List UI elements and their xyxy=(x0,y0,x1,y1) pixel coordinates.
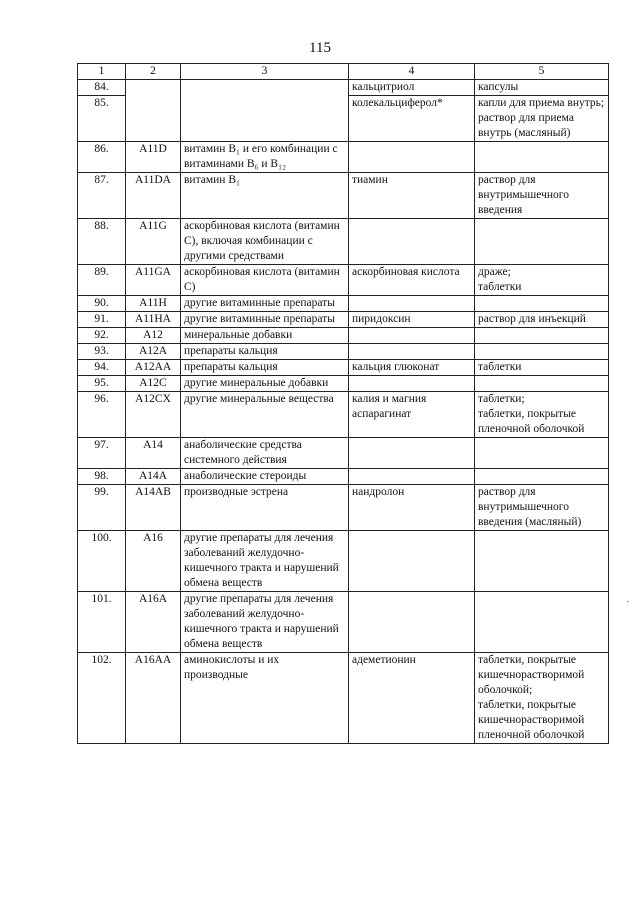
column-header: 2 xyxy=(126,64,181,80)
dosage-form xyxy=(475,376,609,392)
table-row xyxy=(78,328,609,344)
dosage-form: таблетки, покрытые кишечнорастворимой оболочкой; таблетки, покрытые кишечнорастворимой пленочной оболочкой xyxy=(475,653,609,744)
table-row xyxy=(78,592,609,653)
row-number: 97. xyxy=(78,438,126,469)
dosage-form xyxy=(475,328,609,344)
row-number: 89. xyxy=(78,265,126,296)
header-row xyxy=(78,64,609,80)
row-number: 88. xyxy=(78,219,126,265)
anatomical-group: другие минеральные вещества xyxy=(181,392,349,438)
table-row xyxy=(78,219,609,265)
dosage-form: раствор для внутримышечного введения xyxy=(475,173,609,219)
anatomical-group: другие препараты для лечения заболеваний желудочно-кишечного тракта и нарушений обмена веществ xyxy=(181,531,349,592)
table-row xyxy=(78,173,609,219)
row-number: 94. xyxy=(78,360,126,376)
row-number: 92. xyxy=(78,328,126,344)
row-number: 96. xyxy=(78,392,126,438)
dosage-form xyxy=(475,438,609,469)
atc-code: A12 xyxy=(126,328,181,344)
drug-name xyxy=(349,328,475,344)
table-row xyxy=(78,312,609,328)
row-number: 84. xyxy=(78,80,126,96)
anatomical-group: другие препараты для лечения заболеваний желудочно-кишечного тракта и нарушений обмена веществ xyxy=(181,592,349,653)
drug-name: нандролон xyxy=(349,485,475,531)
column-header: 1 xyxy=(78,64,126,80)
row-number: 87. xyxy=(78,173,126,219)
drug-name: пиридоксин xyxy=(349,312,475,328)
atc-code xyxy=(126,80,181,142)
row-number: 98. xyxy=(78,469,126,485)
anatomical-group: другие витаминные препараты xyxy=(181,312,349,328)
dosage-form xyxy=(475,296,609,312)
table-row xyxy=(78,296,609,312)
drug-name: кальцитриол xyxy=(349,80,475,96)
row-number: 95. xyxy=(78,376,126,392)
row-number: 99. xyxy=(78,485,126,531)
atc-code: A11GA xyxy=(126,265,181,296)
atc-code: A11H xyxy=(126,296,181,312)
atc-code: A12C xyxy=(126,376,181,392)
anatomical-group: витамин B₁ и его комбинации с витаминами B₆ и B₁₂ xyxy=(181,142,349,173)
table-row xyxy=(78,80,609,96)
anatomical-group: препараты кальция xyxy=(181,360,349,376)
atc-code: A12A xyxy=(126,344,181,360)
anatomical-group: другие витаминные препараты xyxy=(181,296,349,312)
anatomical-group: анаболические средства системного действия xyxy=(181,438,349,469)
drug-list-table xyxy=(77,63,609,744)
drug-name: кальция глюконат xyxy=(349,360,475,376)
dosage-form xyxy=(475,219,609,265)
drug-name xyxy=(349,592,475,653)
anatomical-group: аскорбиновая кислота (витамин С), включая комбинации с другими средствами xyxy=(181,219,349,265)
atc-code: A11G xyxy=(126,219,181,265)
atc-code: A14A xyxy=(126,469,181,485)
column-header: 4 xyxy=(349,64,475,80)
dosage-form: раствор для инъекций xyxy=(475,312,609,328)
drug-name: адеметионин xyxy=(349,653,475,744)
atc-code: A11DA xyxy=(126,173,181,219)
drug-name xyxy=(349,296,475,312)
dosage-form: таблетки; таблетки, покрытые пленочной оболочкой xyxy=(475,392,609,438)
dosage-form: таблетки xyxy=(475,360,609,376)
atc-code: A11HA xyxy=(126,312,181,328)
anatomical-group: аминокислоты и их производные xyxy=(181,653,349,744)
anatomical-group: минеральные добавки xyxy=(181,328,349,344)
drug-name xyxy=(349,219,475,265)
dosage-form: капсулы xyxy=(475,80,609,96)
drug-name: тиамин xyxy=(349,173,475,219)
anatomical-group xyxy=(181,80,349,142)
row-number: 93. xyxy=(78,344,126,360)
dosage-form: капли для приема внутрь; раствор для приема внутрь (масляный) xyxy=(475,96,609,142)
drug-name: калия и магния аспарагинат xyxy=(349,392,475,438)
row-number: 85. xyxy=(78,96,126,142)
table-row xyxy=(78,653,609,744)
table-row xyxy=(78,485,609,531)
atc-code: A14 xyxy=(126,438,181,469)
drug-name: аскорбиновая кислота xyxy=(349,265,475,296)
drug-name xyxy=(349,142,475,173)
atc-code: A11D xyxy=(126,142,181,173)
drug-name xyxy=(349,438,475,469)
drug-name xyxy=(349,344,475,360)
column-header: 5 xyxy=(475,64,609,80)
dosage-form xyxy=(475,531,609,592)
drug-name xyxy=(349,376,475,392)
anatomical-group: другие минеральные добавки xyxy=(181,376,349,392)
table-row xyxy=(78,344,609,360)
row-number: 90. xyxy=(78,296,126,312)
table-row xyxy=(78,376,609,392)
table-row xyxy=(78,531,609,592)
anatomical-group: аскорбиновая кислота (витамин С) xyxy=(181,265,349,296)
dosage-form xyxy=(475,469,609,485)
anatomical-group: витамин B₁ xyxy=(181,173,349,219)
table-row xyxy=(78,392,609,438)
row-number: 101. xyxy=(78,592,126,653)
table-row xyxy=(78,438,609,469)
anatomical-group: препараты кальция xyxy=(181,344,349,360)
drug-name xyxy=(349,531,475,592)
dosage-form xyxy=(475,142,609,173)
dosage-form xyxy=(475,592,609,653)
atc-code: A16AA xyxy=(126,653,181,744)
dosage-form xyxy=(475,344,609,360)
dosage-form: драже; таблетки xyxy=(475,265,609,296)
atc-code: A14AB xyxy=(126,485,181,531)
drug-name: колекальциферол* xyxy=(349,96,475,142)
atc-code: A16A xyxy=(126,592,181,653)
row-number: 102. xyxy=(78,653,126,744)
table-row xyxy=(78,265,609,296)
drug-name xyxy=(349,469,475,485)
dosage-form: раствор для внутримышечного введения (масляный) xyxy=(475,485,609,531)
row-number: 91. xyxy=(78,312,126,328)
page-number: 115 xyxy=(309,40,331,56)
row-number: 100. xyxy=(78,531,126,592)
table-row xyxy=(78,360,609,376)
atc-code: A16 xyxy=(126,531,181,592)
column-header: 3 xyxy=(181,64,349,80)
atc-code: A12AA xyxy=(126,360,181,376)
row-number: 86. xyxy=(78,142,126,173)
anatomical-group: анаболические стероиды xyxy=(181,469,349,485)
table-row xyxy=(78,469,609,485)
table-row xyxy=(78,142,609,173)
atc-code: A12CX xyxy=(126,392,181,438)
stray-mark: · xyxy=(626,596,630,608)
anatomical-group: производные эстрена xyxy=(181,485,349,531)
